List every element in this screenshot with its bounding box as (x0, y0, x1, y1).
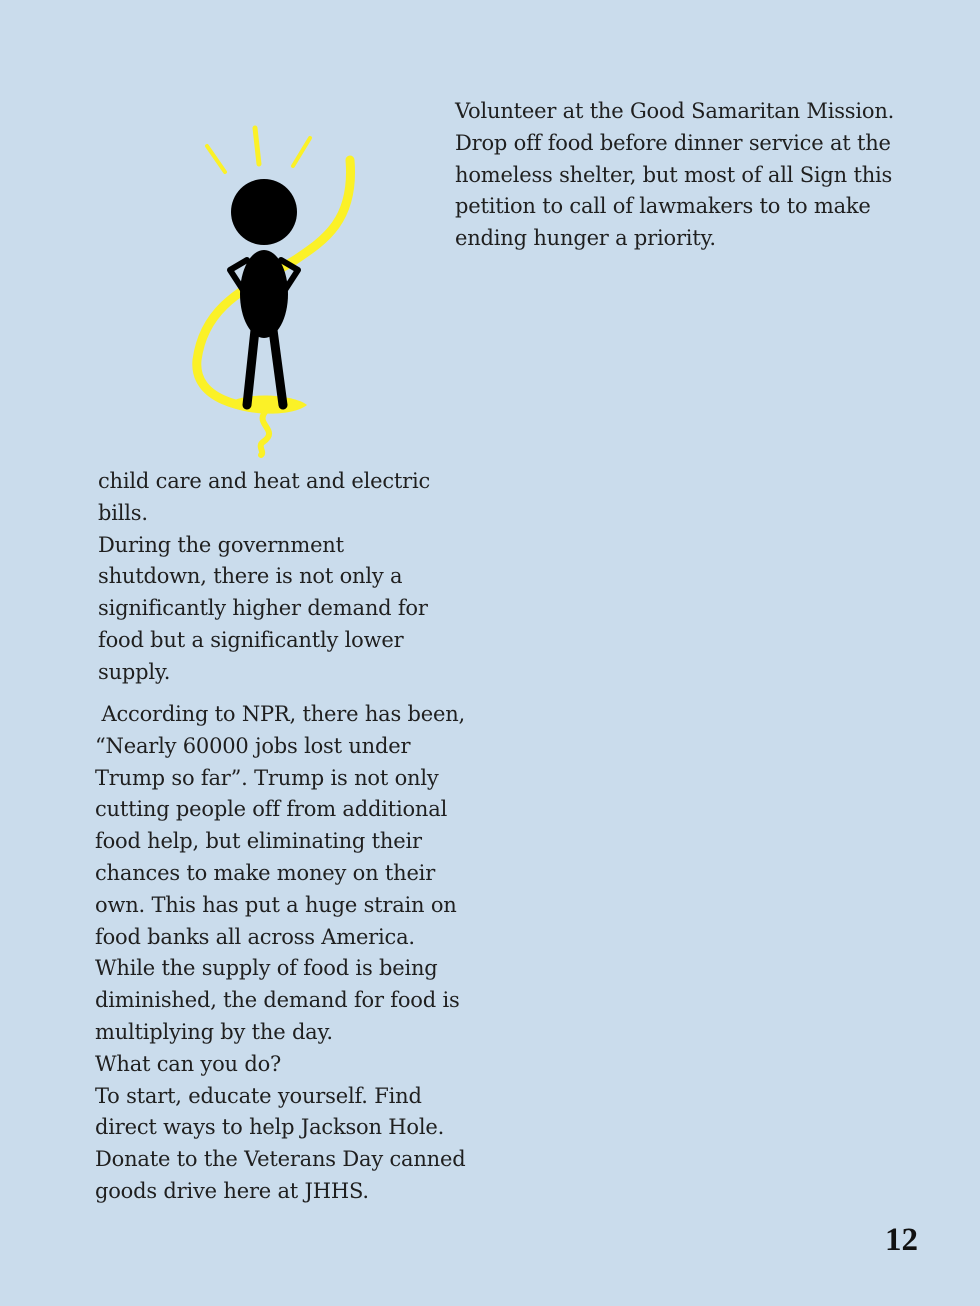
stick-figure-with-yellow-swirl-icon (185, 120, 375, 460)
stick-figure-illustration (185, 120, 375, 464)
ray-right (293, 138, 310, 166)
left-upper-text-block (98, 466, 458, 689)
left-lower-text-block (95, 699, 470, 1208)
page-number: 12 (885, 1222, 918, 1258)
ray-center (255, 128, 259, 164)
figure-left-leg (247, 330, 255, 405)
ray-left (207, 146, 225, 172)
yellow-drip (261, 412, 269, 455)
right-text-block (455, 96, 935, 255)
action-paragraph: To start, educate yourself. Find direct ways to help Jackson Hole. Donate to the Veterans Day canned goods drive here at JHHS. (95, 1083, 466, 1203)
bills-paragraph: child care and heat and electric bills. (98, 469, 431, 525)
question-paragraph: What can you do? (95, 1051, 282, 1076)
shutdown-paragraph: During the government shutdown, there is not only a significantly higher demand for food but a significantly lower supply. (98, 532, 428, 684)
figure-head (231, 179, 297, 245)
npr-paragraph: According to NPR, there has been, “Nearly 60000 jobs lost under Trump so far”. Trump is not only cutting people off from additional food help, but eliminating their chances to make money on their own. This has put a huge strain on food banks all across America. While the supply of food is being diminished, the demand for food is multiplying by the day. (95, 702, 472, 1044)
figure-right-leg (273, 330, 283, 405)
volunteer-paragraph: Volunteer at the Good Samaritan Mission. Drop off food before dinner service at the homeless shelter, but most of all Sign this petition to call of lawmakers to to make ending hunger a priority. (455, 99, 895, 251)
